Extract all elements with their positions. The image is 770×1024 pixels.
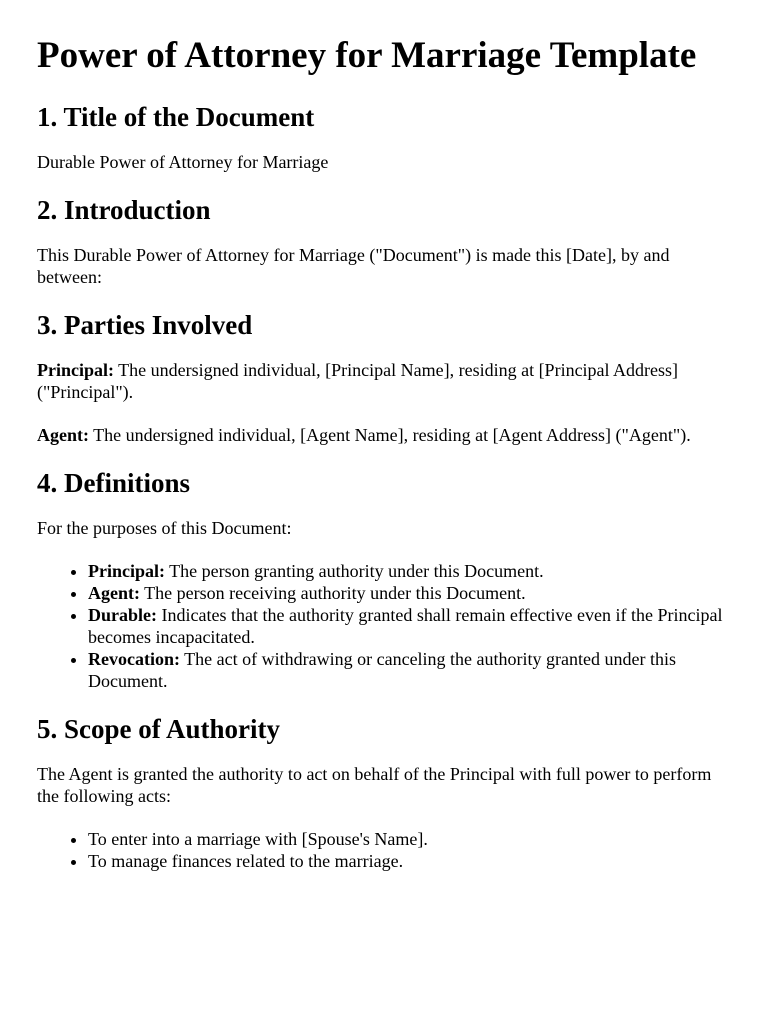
- section-heading: 5. Scope of Authority: [37, 714, 280, 744]
- party-text: The undersigned individual, [Agent Name], residing at [Agent Address] ("Agent").: [89, 425, 691, 445]
- section-heading: 4. Definitions: [37, 468, 191, 498]
- section-intro: For the purposes of this Document:: [37, 518, 292, 538]
- party-principal: [37, 359, 733, 403]
- definitions-list: [37, 560, 733, 692]
- section-definitions: [37, 467, 733, 692]
- section-paragraph: Durable Power of Attorney for Marriage: [37, 152, 329, 172]
- definition-term: Revocation:: [88, 649, 180, 669]
- definition-text: The act of withdrawing or canceling the authority granted under this Document.: [88, 649, 676, 691]
- party-label: Agent:: [37, 425, 89, 445]
- party-agent: [37, 424, 733, 446]
- section-parties-involved: [37, 309, 733, 446]
- definition-term: Durable:: [88, 605, 157, 625]
- definition-text: The person granting authority under this Document.: [165, 561, 544, 581]
- definition-term: Agent:: [88, 583, 140, 603]
- authority-list: [37, 828, 733, 872]
- section-title-of-document: [37, 101, 733, 173]
- section-scope-of-authority: [37, 713, 733, 872]
- list-item: [88, 648, 733, 692]
- section-introduction: [37, 194, 733, 288]
- party-label: Principal:: [37, 360, 114, 380]
- section-heading: 2. Introduction: [37, 195, 211, 225]
- list-item: [88, 582, 733, 604]
- definition-text: Indicates that the authority granted shall remain effective even if the Principal becomes incapacitated.: [88, 605, 723, 647]
- party-text: The undersigned individual, [Principal Name], residing at [Principal Address] ("Principal").: [37, 360, 679, 402]
- list-item: • To enter into a marriage with [Spouse's Name].: [88, 828, 733, 850]
- list-item: [88, 560, 733, 582]
- list-item: [88, 604, 733, 648]
- definition-term: Principal:: [88, 561, 165, 581]
- section-heading: 1. Title of the Document: [37, 102, 315, 132]
- section-heading: 3. Parties Involved: [37, 310, 253, 340]
- document-title: Power of Attorney for Marriage Template: [37, 35, 697, 76]
- definition-text: The person receiving authority under this Document.: [140, 583, 526, 603]
- list-item: • To manage finances related to the marriage.: [88, 850, 733, 872]
- section-paragraph: This Durable Power of Attorney for Marriage ("Document") is made this [Date], by and between:: [37, 245, 670, 287]
- section-intro: The Agent is granted the authority to act on behalf of the Principal with full power to perform the following acts:: [37, 764, 712, 806]
